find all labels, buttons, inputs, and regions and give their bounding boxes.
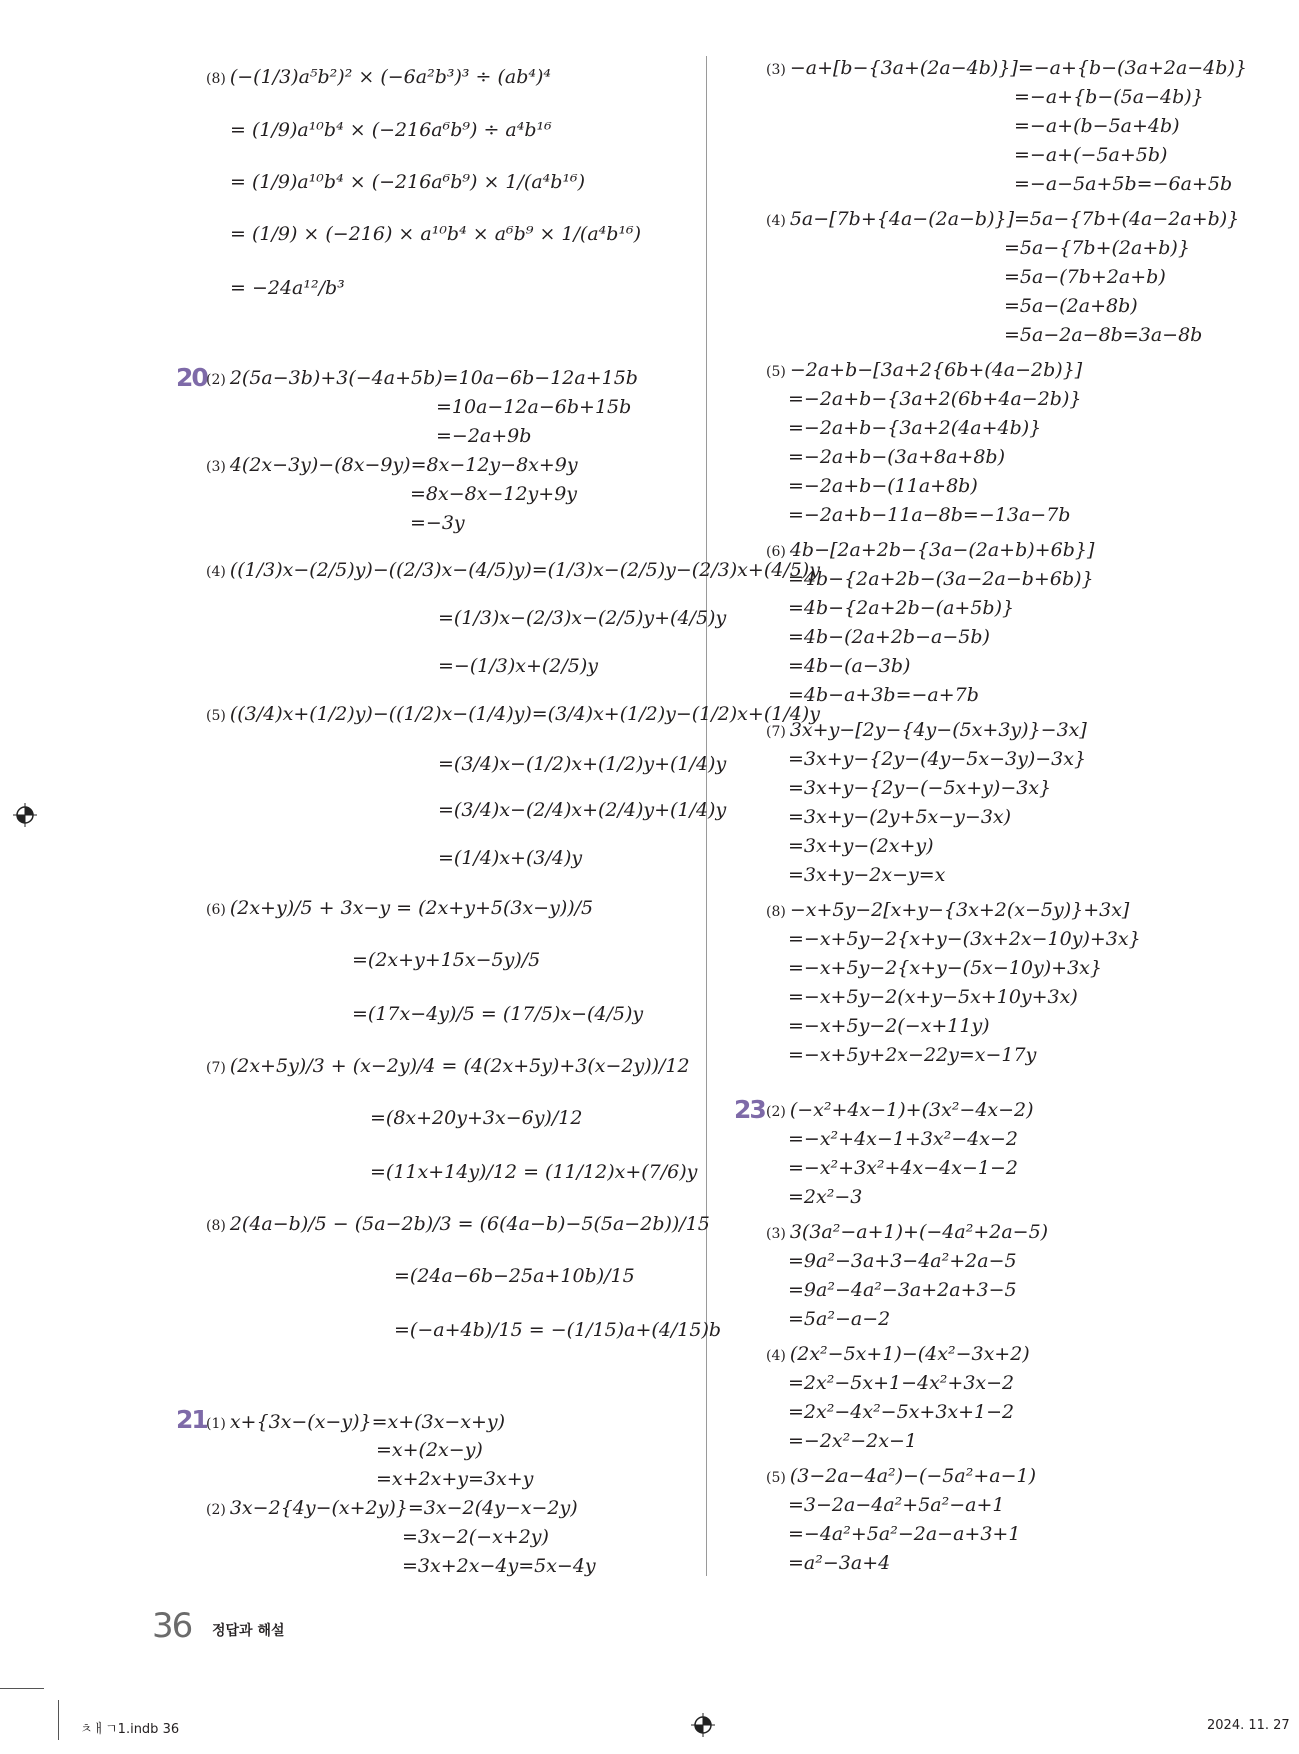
equation-line: [788, 927, 1141, 951]
equation-text: = (1/9) × (−216) × a¹⁰b⁴ × a⁶b⁹ × 1/(a⁴b¹⁶): [230, 223, 642, 245]
equation-text: x+{3x−(x−y)}=x+(3x−x+y): [229, 1411, 506, 1433]
equation-text: =−x+5y−2(x+y−5x+10y+3x): [788, 986, 1078, 1008]
sub-problem-label: (8): [206, 1218, 226, 1234]
sub-problem-label: (1): [206, 1416, 226, 1432]
equation-text: =3−2a−4a²+5a²−a+1: [788, 1494, 1005, 1516]
sub-problem-label: (2): [206, 1502, 226, 1518]
equation-line: [402, 1525, 549, 1549]
equation-text: =(3/4)x−(2/4)x+(2/4)y+(1/4)y: [438, 799, 727, 821]
equation-text: −x+5y−2[x+y−{3x+2(x−5y)}+3x]: [789, 899, 1130, 921]
sub-problem-label: (8): [766, 904, 786, 920]
equation-text: =4b−(a−3b): [788, 655, 911, 677]
equation-line: [788, 863, 945, 887]
equation-text: = −24a¹²/b³: [230, 277, 345, 299]
equation-text: 2(5a−3b)+3(−4a+5b)=10a−6b−12a+15b: [229, 367, 638, 389]
equation-text: = (1/9)a¹⁰b⁴ × (−216a⁶b⁹) ÷ a⁴b¹⁶: [230, 119, 552, 141]
equation-text: =−4a²+5a²−2a−a+3+1: [788, 1523, 1021, 1545]
equation-line: [394, 1318, 721, 1342]
equation-line: [766, 207, 1239, 233]
equation-line: [370, 1160, 697, 1184]
equation-text: =8x−8x−12y+9y: [410, 483, 578, 505]
equation-line: [788, 416, 1041, 440]
equation-text: =2x²−5x+1−4x²+3x−2: [788, 1372, 1015, 1394]
equation-text: 3(3a²−a+1)+(−4a²+2a−5): [789, 1221, 1049, 1243]
equation-line: [230, 170, 585, 194]
equation-line: [788, 776, 1051, 800]
equation-text: =(−a+4b)/15 = −(1/15)a+(4/15)b: [394, 1319, 722, 1341]
sub-problem-label: (3): [766, 62, 786, 78]
equation-text: =(8x+20y+3x−6y)/12: [370, 1107, 583, 1129]
equation-text: −2a+b−[3a+2{6b+(4a−2b)}]: [789, 359, 1083, 381]
equation-line: [352, 948, 540, 972]
sub-problem-label: (7): [766, 724, 786, 740]
equation-text: =(1/4)x+(3/4)y: [438, 847, 583, 869]
crop-mark-horizontal: [0, 1688, 44, 1689]
equation-text: 5a−[7b+{4a−(2a−b)}]=5a−{7b+(4a−2a+b)}: [789, 208, 1240, 230]
sub-problem-label: (4): [206, 564, 226, 580]
equation-text: =−3y: [410, 512, 465, 534]
equation-line: [410, 511, 465, 535]
equation-text: =3x−2(−x+2y): [402, 1526, 549, 1548]
equation-line: [788, 834, 934, 858]
sub-problem-label: (2): [206, 372, 226, 388]
equation-text: =−(1/3)x+(2/5)y: [438, 655, 599, 677]
equation-line: [438, 798, 726, 822]
equation-text: =(24a−6b−25a+10b)/15: [394, 1265, 635, 1287]
equation-text: =3x+2x−4y=5x−4y: [402, 1555, 596, 1577]
equation-text: =5a−(2a+8b): [1004, 295, 1138, 317]
equation-text: =−x+5y−2(−x+11y): [788, 1015, 990, 1037]
equation-text: =4b−a+3b=−a+7b: [788, 684, 979, 706]
equation-line: [438, 654, 598, 678]
equation-text: =3x+y−{2y−(−5x+y)−3x}: [788, 777, 1052, 799]
question-number: 21: [176, 1405, 207, 1434]
equation-line: [1014, 85, 1204, 109]
equation-text: =−2x²−2x−1: [788, 1430, 917, 1452]
equation-text: =(17x−4y)/5 = (17/5)x−(4/5)y: [352, 1003, 644, 1025]
equation-line: [376, 1467, 533, 1491]
sub-problem-label: (4): [766, 1348, 786, 1364]
equation-line: [788, 1307, 890, 1331]
equation-line: [788, 805, 1011, 829]
equation-line: [788, 596, 1014, 620]
equation-text: =−2a+b−(11a+8b): [788, 475, 978, 497]
equation-text: =9a²−3a+3−4a²+2a−5: [788, 1250, 1017, 1272]
equation-text: 4(2x−3y)−(8x−9y)=8x−12y−8x+9y: [229, 454, 578, 476]
equation-line: [788, 683, 979, 707]
sub-problem-label: (4): [766, 213, 786, 229]
equation-text: =3x+y−(2y+5x−y−3x): [788, 806, 1012, 828]
equation-text: =−x²+3x²+4x−4x−1−2: [788, 1157, 1018, 1179]
equation-line: [206, 1054, 690, 1080]
equation-text: = (1/9)a¹⁰b⁴ × (−216a⁶b⁹) × 1/(a⁴b¹⁶): [230, 171, 586, 193]
equation-line: [788, 503, 1070, 527]
equation-line: [788, 1127, 1018, 1151]
equation-text: =(3/4)x−(1/2)x+(1/2)y+(1/4)y: [438, 753, 727, 775]
equation-text: =3x+y−(2x+y): [788, 835, 934, 857]
equation-line: [206, 1496, 578, 1522]
equation-line: [1004, 323, 1202, 347]
equation-line: [788, 985, 1078, 1009]
equation-line: [788, 1551, 890, 1575]
equation-line: [410, 482, 577, 506]
equation-text: =10a−12a−6b+15b: [436, 396, 632, 418]
equation-line: [788, 1156, 1018, 1180]
equation-line: [788, 625, 990, 649]
equation-text: =5a²−a−2: [788, 1308, 891, 1330]
equation-line: [1004, 294, 1138, 318]
registration-mark-icon: [13, 803, 37, 827]
equation-text: =−x+5y+2x−22y=x−17y: [788, 1044, 1037, 1066]
equation-line: [766, 898, 1129, 924]
equation-line: [766, 358, 1082, 384]
equation-line: [1014, 114, 1180, 138]
equation-text: 2(4a−b)/5 − (5a−2b)/3 = (6(4a−b)−5(5a−2b))/15: [229, 1213, 710, 1235]
equation-line: [766, 1098, 1034, 1124]
equation-line: [788, 1400, 1014, 1424]
equation-line: [788, 474, 978, 498]
footer-date: 2024. 11. 27: [1207, 1718, 1290, 1733]
equation-line: [788, 1249, 1017, 1273]
sub-problem-label: (8): [206, 71, 226, 87]
equation-text: =5a−{7b+(2a+b)}: [1004, 237, 1190, 259]
equation-line: [766, 1464, 1036, 1490]
equation-text: =3x+y−2x−y=x: [788, 864, 946, 886]
equation-line: [370, 1106, 582, 1130]
sub-problem-label: (2): [766, 1104, 786, 1120]
equation-line: [206, 1212, 710, 1238]
equation-line: [394, 1264, 635, 1288]
equation-line: [766, 56, 1247, 82]
equation-line: [438, 752, 726, 776]
equation-line: [788, 1429, 917, 1453]
equation-text: =−a+{b−(5a−4b)}: [1014, 86, 1204, 108]
equation-line: [230, 276, 345, 300]
sub-problem-label: (3): [206, 459, 226, 475]
sub-problem-label: (7): [206, 1060, 226, 1076]
equation-line: [206, 366, 638, 392]
equation-line: [788, 445, 1005, 469]
equation-text: −a+[b−{3a+(2a−4b)}]=−a+{b−(3a+2a−4b)}: [789, 57, 1247, 79]
equation-text: (2x²−5x+1)−(4x²−3x+2): [789, 1343, 1030, 1365]
equation-line: [352, 1002, 643, 1026]
equation-text: =2x²−4x²−5x+3x+1−2: [788, 1401, 1015, 1423]
equation-text: (2x+y)/5 + 3x−y = (2x+y+5(3x−y))/5: [229, 897, 594, 919]
equation-line: [788, 747, 1086, 771]
equation-line: [788, 387, 1081, 411]
equation-text: =−x²+4x−1+3x²−4x−2: [788, 1128, 1018, 1150]
equation-line: [230, 118, 552, 142]
equation-text: (2x+5y)/3 + (x−2y)/4 = (4(2x+5y)+3(x−2y))/12: [229, 1055, 690, 1077]
equation-line: [438, 846, 582, 870]
equation-line: [206, 896, 593, 922]
equation-text: =−x+5y−2{x+y−(3x+2x−10y)+3x}: [788, 928, 1141, 950]
equation-text: ((1/3)x−(2/5)y)−((2/3)x−(4/5)y)=(1/3)x−(2/5)y−(2/3)x+(4/5)y: [229, 559, 820, 581]
sub-problem-label: (5): [206, 708, 226, 724]
equation-line: [788, 956, 1102, 980]
equation-text: =2x²−3: [788, 1186, 863, 1208]
equation-line: [1014, 172, 1232, 196]
equation-text: =(2x+y+15x−5y)/5: [352, 949, 541, 971]
sub-problem-label: (3): [766, 1226, 786, 1242]
question-number: 20: [176, 363, 207, 392]
equation-line: [1014, 143, 1167, 167]
equation-line: [230, 222, 641, 246]
equation-text: =9a²−4a²−3a+2a+3−5: [788, 1279, 1017, 1301]
equation-text: =(11x+14y)/12 = (11/12)x+(7/6)y: [370, 1161, 698, 1183]
equation-text: =5a−2a−8b=3a−8b: [1004, 324, 1203, 346]
footer-file: ㅊㅐㄱ1.indb 36: [80, 1722, 180, 1737]
equation-line: [206, 65, 551, 91]
sub-problem-label: (5): [766, 364, 786, 380]
equation-text: 4b−[2a+2b−{3a−(2a+b)+6b}]: [789, 539, 1095, 561]
equation-text: =4b−{2a+2b−(a+5b)}: [788, 597, 1015, 619]
equation-line: [766, 718, 1087, 744]
equation-line: [788, 567, 1094, 591]
sub-problem-label: (5): [766, 1470, 786, 1486]
registration-mark-icon: [691, 1713, 715, 1737]
equation-line: [1004, 236, 1190, 260]
equation-text: =−2a+9b: [436, 425, 532, 447]
equation-text: =−2a+b−{3a+2(6b+4a−2b)}: [788, 388, 1082, 410]
equation-line: [436, 395, 631, 419]
equation-text: (−x²+4x−1)+(3x²−4x−2): [789, 1099, 1034, 1121]
equation-line: [788, 1278, 1017, 1302]
equation-text: 3x−2{4y−(x+2y)}=3x−2(4y−x−2y): [229, 1497, 578, 1519]
page-number: 36: [152, 1606, 192, 1646]
equation-text: =a²−3a+4: [788, 1552, 891, 1574]
equation-line: [788, 1371, 1014, 1395]
crop-mark-vertical: [58, 1700, 59, 1740]
equation-line: [206, 702, 820, 728]
sub-problem-label: (6): [206, 902, 226, 918]
equation-text: ((3/4)x+(1/2)y)−((1/2)x−(1/4)y)=(3/4)x+(1/2)y−(1/2)x+(1/4)y: [229, 703, 820, 725]
equation-text: =(1/3)x−(2/3)x−(2/5)y+(4/5)y: [438, 607, 727, 629]
equation-text: =4b−(2a+2b−a−5b): [788, 626, 990, 648]
equation-line: [788, 1185, 862, 1209]
equation-line: [376, 1438, 483, 1462]
equation-text: =−2a+b−11a−8b=−13a−7b: [788, 504, 1071, 526]
equation-text: =4b−{2a+2b−(3a−2a−b+6b)}: [788, 568, 1094, 590]
equation-text: =3x+y−{2y−(4y−5x−3y)−3x}: [788, 748, 1087, 770]
equation-line: [206, 1410, 505, 1436]
equation-text: =−2a+b−(3a+8a+8b): [788, 446, 1006, 468]
equation-line: [788, 654, 910, 678]
equation-line: [788, 1043, 1036, 1067]
equation-text: =−x+5y−2{x+y−(5x−10y)+3x}: [788, 957, 1102, 979]
sub-problem-label: (6): [766, 544, 786, 560]
equation-line: [766, 1220, 1048, 1246]
equation-text: =−a+(−5a+5b): [1014, 144, 1168, 166]
equation-line: [766, 1342, 1030, 1368]
equation-line: [206, 558, 820, 584]
equation-line: [788, 1493, 1005, 1517]
equation-text: =−a−5a+5b=−6a+5b: [1014, 173, 1233, 195]
equation-line: [788, 1522, 1020, 1546]
equation-text: =5a−(7b+2a+b): [1004, 266, 1166, 288]
equation-line: [206, 453, 578, 479]
question-number: 23: [734, 1095, 765, 1124]
page-label: 정답과 해설: [212, 1623, 285, 1639]
equation-line: [438, 606, 726, 630]
equation-line: [402, 1554, 596, 1578]
equation-line: [1004, 265, 1166, 289]
equation-text: =x+2x+y=3x+y: [376, 1468, 534, 1490]
equation-text: =−2a+b−{3a+2(4a+4b)}: [788, 417, 1042, 439]
equation-text: =−a+(b−5a+4b): [1014, 115, 1180, 137]
equation-text: (−(1/3)a⁵b²)² × (−6a²b³)³ ÷ (ab⁴)⁴: [229, 66, 552, 88]
equation-text: 3x+y−[2y−{4y−(5x+3y)}−3x]: [789, 719, 1087, 741]
equation-line: [766, 538, 1094, 564]
equation-text: (3−2a−4a²)−(−5a²+a−1): [789, 1465, 1036, 1487]
equation-line: [788, 1014, 990, 1038]
equation-line: [436, 424, 531, 448]
equation-text: =x+(2x−y): [376, 1439, 483, 1461]
